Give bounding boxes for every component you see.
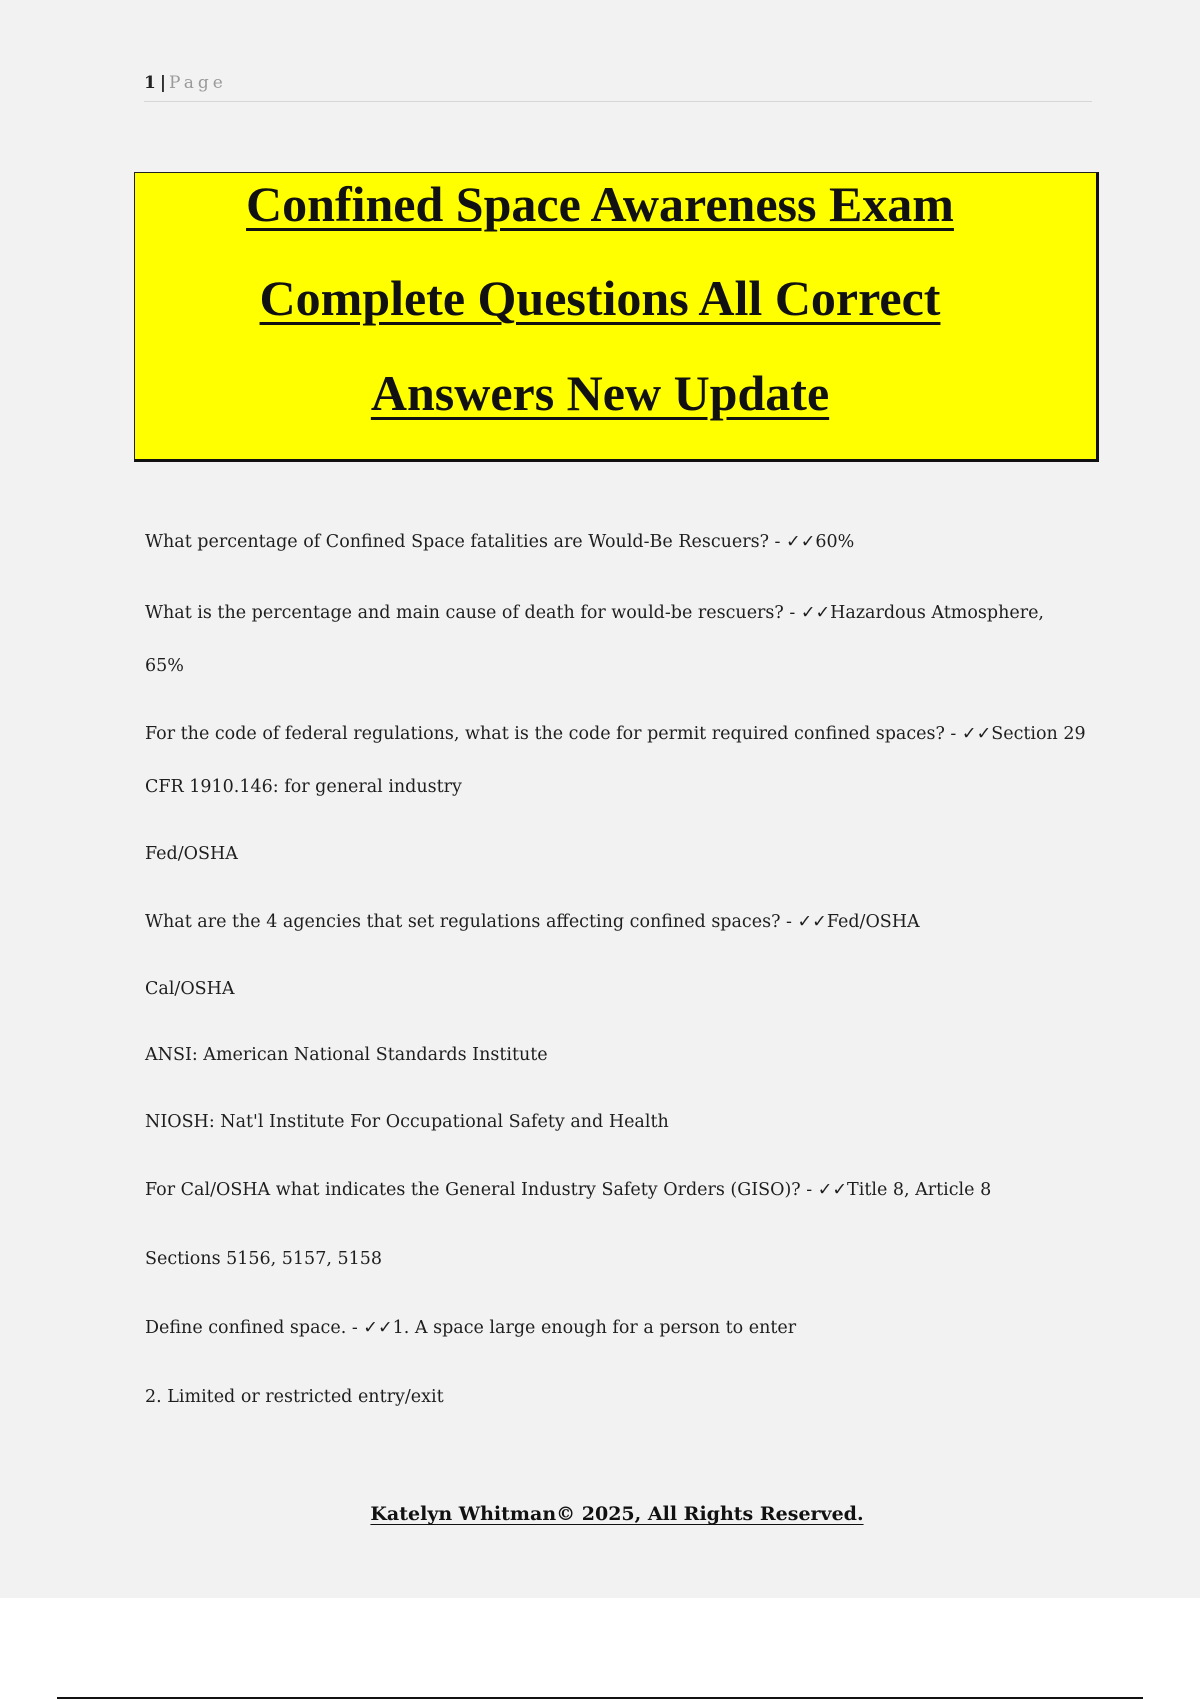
bottom-divider: [57, 1697, 1143, 1699]
page-number: 1: [144, 73, 156, 93]
title-line-2: Complete Questions All Correct: [259, 270, 941, 326]
body-line: For Cal/OSHA what indicates the General Industry Safety Orders (GISO)? - ✓✓Title 8, Article 8: [145, 1180, 992, 1200]
page-word: Page: [169, 73, 227, 93]
body-line: 2. Limited or restricted entry/exit: [145, 1387, 444, 1407]
body-line: Define confined space. - ✓✓1. A space large enough for a person to enter: [145, 1318, 797, 1338]
body-line: CFR 1910.146: for general industry: [145, 777, 462, 797]
copyright-footer: Katelyn Whitman© 2025, All Rights Reserved.: [370, 1503, 864, 1525]
body-line: 65%: [145, 656, 184, 676]
title-line-3: Answers New Update: [370, 365, 830, 421]
body-line: NIOSH: Nat'l Institute For Occupational Safety and Health: [145, 1112, 669, 1132]
page-header: [144, 73, 1092, 102]
body-line: What are the 4 agencies that set regulations affecting confined spaces? - ✓✓Fed/OSHA: [145, 912, 920, 932]
body-line: What is the percentage and main cause of death for would-be rescuers? - ✓✓Hazardous Atmosphere,: [145, 603, 1044, 623]
body-line: Fed/OSHA: [145, 844, 238, 864]
body-line: What percentage of Confined Space fatalities are Would-Be Rescuers? - ✓✓60%: [145, 532, 855, 552]
body-line: ANSI: American National Standards Institute: [145, 1045, 548, 1065]
body-line: Cal/OSHA: [145, 979, 235, 999]
body-line: For the code of federal regulations, what is the code for permit required confined spaces? - ✓✓Section 29: [145, 724, 1086, 744]
page-separator: |: [159, 73, 167, 93]
title-line-1: Confined Space Awareness Exam: [246, 176, 954, 232]
body-line: Sections 5156, 5157, 5158: [145, 1249, 382, 1269]
